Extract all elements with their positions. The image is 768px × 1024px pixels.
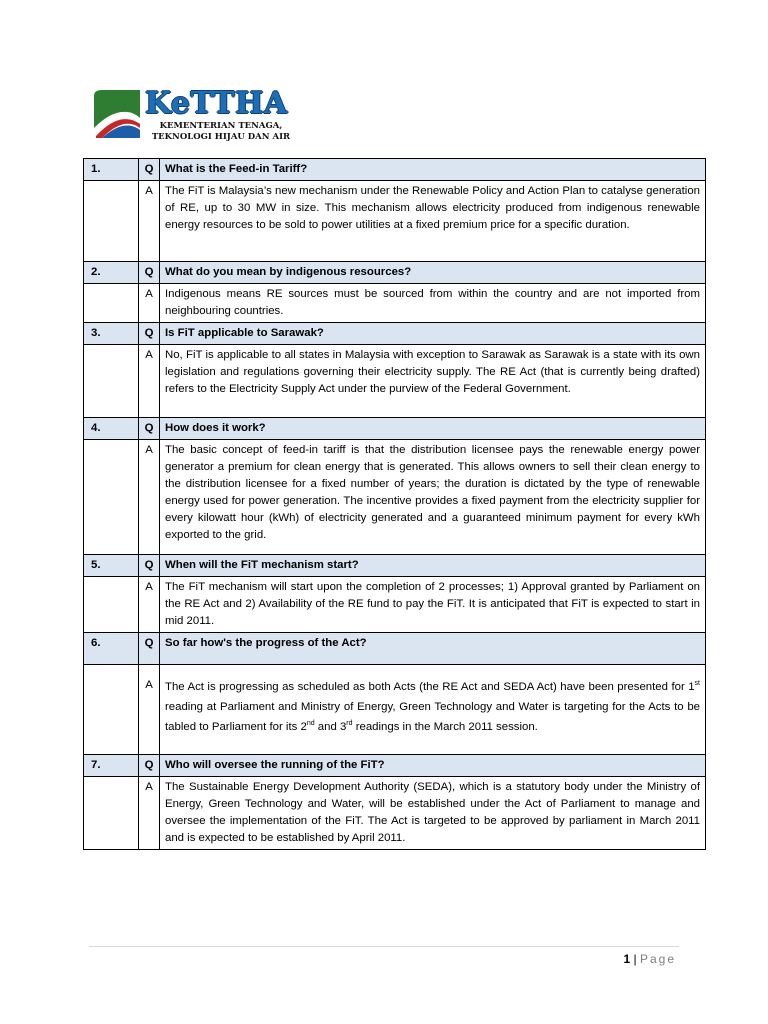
answer-row — [84, 777, 706, 850]
answer-row — [84, 665, 706, 755]
answer-text: No, FiT is applicable to all states in Malaysia with exception to Sarawak as Sarawak is a state with its own legislation and regulations governing their electricity supply. The RE Act (that is currently being drafted) refers to the Electricity Supply Act under the purview of the Federal Government. — [160, 345, 706, 418]
question-text: How does it work? — [160, 418, 706, 440]
answer-text: The FiT mechanism will start upon the completion of 2 processes; 1) Approval granted by Parliament on the RE Act and 2) Availability of the RE fund to pay the FiT. It is anticipated that FiT is expected to start in mid 2011. — [160, 577, 706, 633]
answer-row — [84, 181, 706, 262]
question-row — [84, 262, 706, 284]
logo-subtitle-line1: KEMENTERIAN TENAGA, — [159, 121, 283, 131]
answer-text: The FiT is Malaysia’s new mechanism under the Renewable Policy and Action Plan to catalyse generation of RE, up to 30 MW in size. This mechanism allows electricity produced from indigenous renewable energy resources to be sold to power utilities at a fixed premium price for a specific duration. — [160, 181, 706, 262]
question-number: 3. — [84, 323, 139, 345]
question-label: Q — [139, 323, 160, 345]
question-text: What do you mean by indigenous resources? — [160, 262, 706, 284]
question-text: What is the Feed-in Tariff? — [160, 159, 706, 181]
logo-wordmark: KeTTHA — [145, 86, 288, 121]
question-label: Q — [139, 755, 160, 777]
question-text: Is FiT applicable to Sarawak? — [160, 323, 706, 345]
answer-row — [84, 284, 706, 323]
question-label: Q — [139, 418, 160, 440]
question-text: When will the FiT mechanism start? — [160, 555, 706, 577]
logo-subtitle — [146, 121, 296, 143]
question-label: Q — [139, 159, 160, 181]
answer-row — [84, 577, 706, 633]
page-number: 1 — [623, 952, 631, 966]
question-row — [84, 159, 706, 181]
logo-subtitle-line2: TEKNOLOGI HIJAU DAN AIR — [151, 132, 291, 142]
question-row — [84, 555, 706, 577]
question-label: Q — [139, 262, 160, 284]
answer-label: A — [139, 440, 160, 555]
question-row — [84, 633, 706, 665]
question-row — [84, 418, 706, 440]
question-number: 2. — [84, 262, 139, 284]
question-number: 1. — [84, 159, 139, 181]
question-label: Q — [139, 633, 160, 665]
answer-text: The Sustainable Energy Development Authority (SEDA), which is a statutory body under the Ministry of Energy, Green Technology and Water, will be established under the Act of Parliament to manage and oversee the implementation of the FiT. The Act is targeted to be approved by parliament in March 2011 and is expected to be established by April 2011. — [160, 777, 706, 850]
question-number: 7. — [84, 755, 139, 777]
question-row — [84, 323, 706, 345]
question-label: Q — [139, 555, 160, 577]
footer-divider — [89, 946, 679, 947]
question-number: 4. — [84, 418, 139, 440]
answer-label: A — [139, 665, 160, 755]
question-text: Who will oversee the running of the FiT? — [160, 755, 706, 777]
question-row — [84, 755, 706, 777]
answer-text: The basic concept of feed-in tariff is that the distribution licensee pays the renewable energy power generator a premium for clean energy that is generated. This allows owners to sell their clean energy to the distribution licensee for a fixed number of years; the duration is dictated by the type of renewable energy used for power generation. The incentive provides a fixed payment from the electricity supplier for every kilowatt hour (kWh) of electricity generated and a guaranteed minimum payment for every kWh exported to the grid. — [160, 440, 706, 555]
kettha-emblem-icon — [90, 88, 142, 140]
ministry-logo — [90, 88, 290, 148]
question-number: 6. — [84, 633, 139, 665]
question-text: So far how's the progress of the Act? — [160, 633, 706, 665]
answer-text: The Act is progressing as scheduled as both Acts (the RE Act and SEDA Act) have been presented for 1st reading at Parliament and Ministry of Energy, Green Technology and Water is targeting for the Acts to be tabled to Parliament for its 2nd and 3rd readings in the March 2011 session. — [160, 665, 706, 755]
faq-table — [83, 158, 706, 850]
answer-row — [84, 440, 706, 555]
footer-separator: | — [633, 952, 637, 966]
page-footer — [623, 952, 676, 966]
answer-label: A — [139, 284, 160, 323]
answer-label: A — [139, 577, 160, 633]
question-number: 5. — [84, 555, 139, 577]
answer-text: Indigenous means RE sources must be sourced from within the country and are not imported from neighbouring countries. — [160, 284, 706, 323]
answer-label: A — [139, 777, 160, 850]
answer-label: A — [139, 181, 160, 262]
answer-row — [84, 345, 706, 418]
page-word: Page — [639, 952, 676, 966]
answer-label: A — [139, 345, 160, 418]
